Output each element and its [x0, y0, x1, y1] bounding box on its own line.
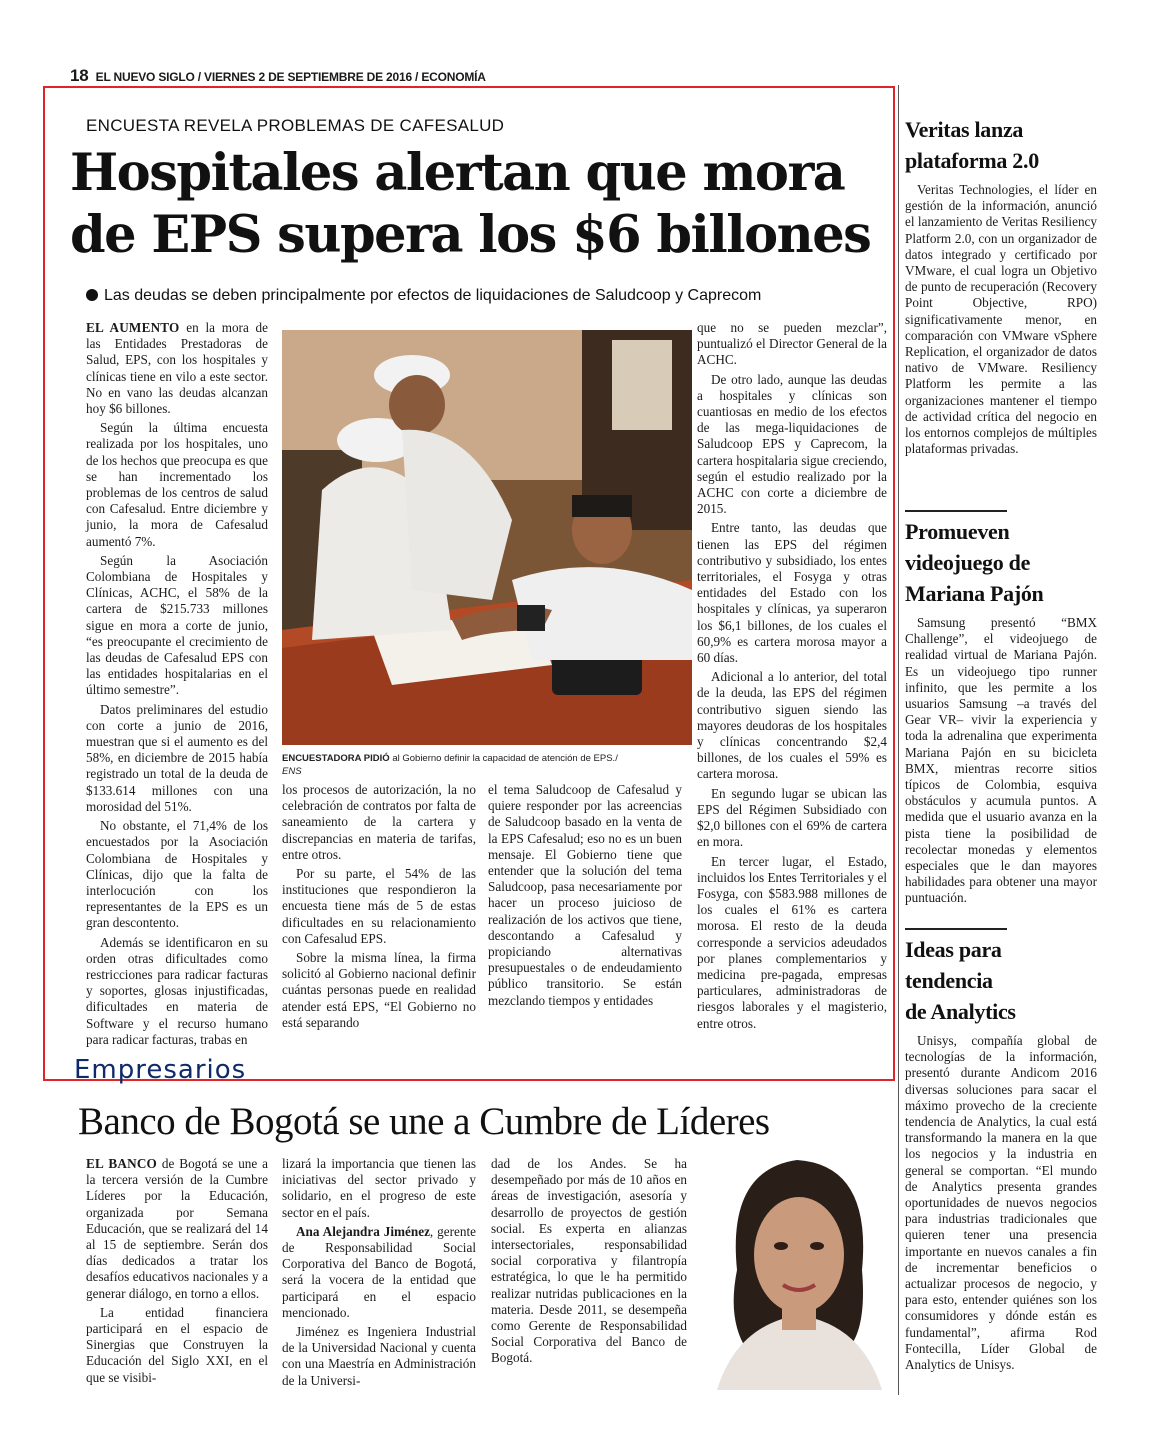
- lead-word: EL AUMENTO: [86, 320, 180, 335]
- folio-line: EL NUEVO SIGLO / VIERNES 2 DE SEPTIEMBRE DE 2016 / ECONOMÍA: [95, 70, 486, 84]
- sidebar-story-samsung: [905, 516, 1097, 907]
- sidebar-headline: Ideas para tendencia de Analytics: [905, 937, 1016, 1024]
- second-column-2: [282, 1156, 476, 1392]
- paragraph: Adicional a lo anterior, del total de la deuda, las EPS del régimen contributivo siguen siendo las mayores deudoras de los hospitales y clínicas concentrando $2,4 billones, de los cuales el 59% es cartera morosa.: [697, 669, 887, 782]
- headline-line-2: de EPS supera los $6 billones: [70, 205, 871, 265]
- paragraph: que no se pueden mezclar”, puntualizó el Director General de la ACHC.: [697, 320, 887, 368]
- person-name: Ana Alejandra Jiménez: [296, 1223, 430, 1239]
- bullet-icon: [86, 289, 98, 301]
- paragraph: De otro lado, aunque las deudas a hospitales y clínicas son cuantiosas en medio de los efectos de las mega-liquidaciones de Saludcoop EPS y Caprecom, la cartera hospitalaria sigue creciendo, según el estudio realizado por la ACHC con corte a diciembre de 2015.: [697, 371, 887, 517]
- subhead-text: Las deudas se deben principalmente por efectos de liquidaciones de Saludcoop y Caprecom: [104, 287, 762, 304]
- sidebar-story-veritas: [905, 114, 1097, 457]
- paragraph: Datos preliminares del estudio con corte a junio de 2016, muestran que si el aumento es del 58%, en diciembre de 2015 había registrado un total de la deuda de $133.614 millones con una morosidad del 51%.: [86, 701, 268, 814]
- paragraph: La entidad financiera participará en el espacio de Sinergias que Construyen la Educación del Siglo XXI, en el que se visibi-: [86, 1304, 268, 1385]
- caption-credit: ENS: [282, 766, 302, 777]
- second-column-3: [491, 1156, 687, 1370]
- sidebar-headline: Promueven videojuego de Mariana Pajón: [905, 519, 1044, 606]
- article-photo: [282, 330, 692, 745]
- paragraph: Ana Alejandra Jiménez, gerente de Responsabilidad Social Corporativa del Banco de Bogotá, será la vocera de la entidad que participará en el espacio mencionado.: [282, 1223, 476, 1320]
- paragraph: Además se identificaron en su orden otras dificultades como restricciones para radicar facturas y soportes, glosas injustificadas, dificultades en materia de Software y el recurso humano para radicar facturas, trabas en: [86, 934, 268, 1047]
- sidebar-body: Veritas Technologies, el líder en gestión de la información, anunció el lanzamiento de Veritas Resiliency Platform 2.0, con un organizador de datos integrado y certificado por VMware, el cual logra un Objetivo de punto de recuperación (Recovery Point Objective, RPO) significativamente menor, en comparación con VMware vSphere Replication, el organizador de datos nativo de VMware. Resiliency Platform les permite a las organizaciones mantener el tiempo de actividad crítica del negocio en los entornos complejos de múltiples plataformas privadas.: [905, 182, 1097, 457]
- sidebar-body: Unisys, compañía global de tecnologías de la información, presentó durante Andicom 2016 diversas soluciones para sacar el máximo provecho de la creciente tendencia de Analytics, la cual está transformando la manera en la que los negocios y la industria en general se comportan. “El mundo de Analytics presenta grandes oportunidades de nuevos negocios para industrias tradicionales que quieren tener una presencia importante en nuevos canales a fin de incrementar beneficios o actualizar procesos de negocio, y para esto, entender quiénes son los consumidores y dónde están es fundamental”, afirma Rod Fontecilla, Líder Global de Analytics de Unisys.: [905, 1033, 1097, 1373]
- paragraph: No obstante, el 71,4% de los encuestados por la Asociación Colombiana de Hospitales y Clínicas, dijo que la falta de interlocución con los representantes de la EPS es un gran descontento.: [86, 818, 268, 931]
- paragraph: EL AUMENTO en la mora de las Entidades Prestadoras de Salud, EPS, con los hospitales y clínicas tiene en vilo a este sector. No en vano las deudas alcanzan hoy $6 billones.: [86, 320, 268, 417]
- sidebar-separator: [905, 928, 1007, 930]
- article-column-2: [282, 782, 476, 1034]
- page-folio: [70, 66, 486, 86]
- paragraph: En segundo lugar se ubican las EPS del Régimen Subsidiado con $2,0 billones con el 69% de cartera en mora.: [697, 785, 887, 850]
- photo-caption: [282, 752, 692, 778]
- paragraph: dad de los Andes. Se ha desempeñado por más de 10 años en áreas de investigación, asesoría y desarrollo de proyectos de gestión social. Es experta en alianzas intersectoriales, responsabilidad social corporativa y filantropía estratégica, lo que le ha permitido realizar nutridas publicaciones en la materia. Desde 2011, se desempeña como Gerente de Responsabilidad Social Corporativa del Banco de Bogotá.: [491, 1156, 687, 1366]
- paragraph: Jiménez es Ingeniera Industrial de la Universidad Nacional y cuenta con una Maestría en Administración de la Universi-: [282, 1324, 476, 1388]
- paragraph: EL BANCO de Bogotá se une a la tercera versión de la Cumbre Líderes por la Educación, organizada por Semana Educación, que se realizará del 14 al 15 de septiembre. Serán dos días dedicados a tratar los desafíos educativos nacionales y a generar diálogo, en torno a ellos.: [86, 1156, 269, 1301]
- second-headline: Banco de Bogotá se une a Cumbre de Líderes: [78, 1100, 770, 1143]
- paragraph: lizará la importancia que tienen las iniciativas del sector privado y solidario, en el progreso de este sector en el país.: [282, 1156, 476, 1220]
- article-headline: [70, 142, 890, 266]
- article-kicker: ENCUESTA REVELA PROBLEMAS DE CAFESALUD: [86, 116, 505, 135]
- paragraph: Sobre la misma línea, la firma solicitó al Gobierno nacional definir cuántas personas puede en realidad atender está EPS, “El Gobierno no está separando: [282, 950, 476, 1030]
- nurses-photo-illustration: [282, 330, 692, 745]
- sidebar-story-unisys: [905, 934, 1097, 1373]
- article-subhead: [86, 287, 886, 305]
- article-column-4: [697, 320, 887, 1035]
- headline-line-1: Hospitales alertan que mora: [70, 143, 845, 203]
- paragraph: el tema Saludcoop de Cafesalud y quiere responder por las acreencias de Saludcoop basado en la venta de la EPS Cafesalud; eso no es un buen mensaje. El Gobierno tiene que entender que la solución del tema Saludcoop, pasa necesariamente por hacer un proceso juicioso de realización de los activos que tiene, descontando a Cafesalud y propiciando alternativas presupuestales o de endeudamiento público transitorio. Se están mezclando tiempos y entidades: [488, 782, 682, 1008]
- portrait-photo: [697, 1150, 897, 1390]
- lead-word: EL BANCO: [86, 1156, 158, 1171]
- sidebar-headline: Veritas lanza plataforma 2.0: [905, 117, 1039, 173]
- paragraph: En tercer lugar, el Estado, incluidos los Entes Territoriales y el Fosyga, con $583.988 millones de los cuales el 61% es cartera morosa. El resto de la deuda corresponde a servicios adeudados por planes complementarios y medicina pre-pagada, empresas particulares, administradoras de riesgos laborales y el magisterio, entre otros.: [697, 853, 887, 1031]
- sidebar-divider: [898, 85, 899, 1395]
- article-column-1: [86, 320, 268, 1051]
- section-label: Empresarios: [74, 1055, 247, 1085]
- sidebar-separator: [905, 510, 1007, 512]
- paragraph: Según la última encuesta realizada por los hospitales, uno de los hechos que preocupa es que se han incrementado los problemas de los centros de salud con Cafesalud. Entre diciembre y junio, la mora de Cafesalud aumentó 7%.: [86, 420, 268, 549]
- second-column-1: [86, 1156, 268, 1389]
- paragraph: Según la Asociación Colombiana de Hospitales y Clínicas, ACHC, el 58% de la cartera de $215.733 millones sigue en mora a corte de junio, “es preocupante el crecimiento de las deudas de Cafesalud EPS con las entidades hospitalarias en el último semestre”.: [86, 552, 268, 698]
- paragraph: Entre tanto, las deudas que tienen las EPS del régimen contributivo y subsidiado, los entes territoriales, el Fosyga y otras entidades del Estado con los hospitales y clínicas, ya superaron los $6,1 billones, de los cuales el 60,9% es cartera morosa mayor a 60 días.: [697, 520, 887, 666]
- portrait-illustration: [697, 1150, 897, 1390]
- caption-lead: ENCUESTADORA PIDIÓ: [282, 753, 390, 764]
- sidebar-body: Samsung presentó “BMX Challenge”, el videojuego de realidad virtual de Mariana Pajón. Es un videojuego tipo runner infinito, que les permite a los usuarios Samsung –a través del Gear VR– vivir la experiencia y toda la adrenalina que experimenta Mariana Pajón en su bicicleta BMX, mientras recorre sitios típicos de Colombia, esquiva obstáculos y acumula puntos. A medida que el usuario avanza en la pista tiene la posibilidad de recolectar monedas y elementos especiales que le dan mayores habilidades para obtener una mayor puntuación.: [905, 615, 1097, 906]
- article-column-3: [488, 782, 682, 1012]
- paragraph: Por su parte, el 54% de las instituciones que respondieron la encuesta tiene más de 5 de estas dificultades en su relacionamiento con Cafesalud EPS.: [282, 866, 476, 946]
- paragraph: los procesos de autorización, la no celebración de contratos por falta de saneamiento de la cartera y discrepancias en materia de tarifas, entre otros.: [282, 782, 476, 862]
- page-number: 18: [70, 66, 89, 85]
- caption-text: al Gobierno definir la capacidad de atención de EPS./: [389, 753, 618, 764]
